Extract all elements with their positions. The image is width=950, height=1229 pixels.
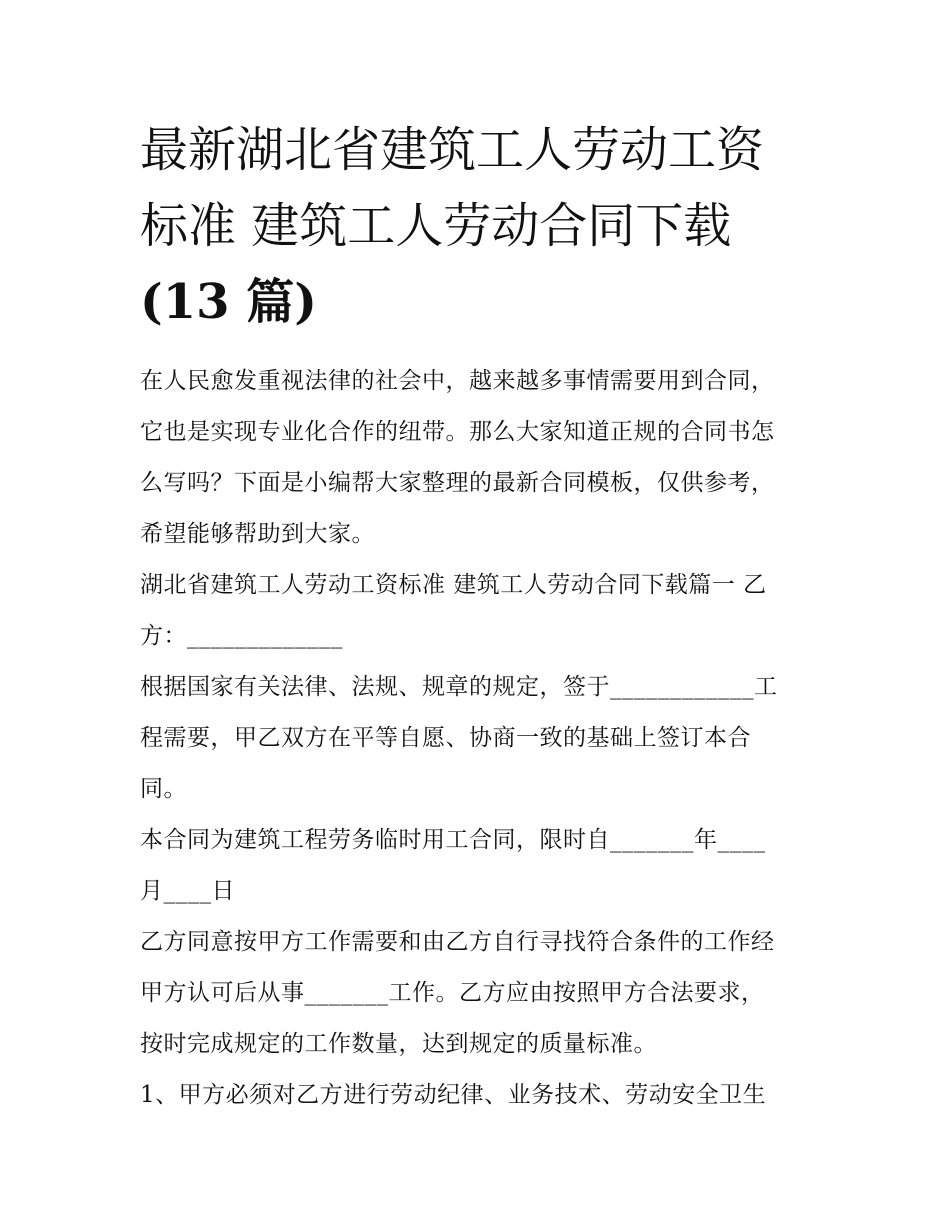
body-line-6: 方：_____________ bbox=[140, 623, 343, 649]
body-line-15: 1、甲方必须对乙方进行劳动纪律、业务技术、劳动安全卫生 bbox=[140, 1082, 767, 1108]
body-line-3: 么写吗？下面是小编帮大家整理的最新合同模板，仅供参考， bbox=[140, 470, 775, 496]
document-title bbox=[140, 112, 820, 340]
body-line-11: 月____日 bbox=[140, 878, 235, 904]
body-line-8: 程需要，甲乙双方在平等自愿、协商一致的基础上签订本合 bbox=[140, 725, 751, 751]
body-line-10: 本合同为建筑工程劳务临时用工合同，限时自_______年____ bbox=[140, 827, 766, 853]
body-line-12: 乙方同意按甲方工作需要和由乙方自行寻找符合条件的工作经 bbox=[140, 929, 775, 955]
title-line-3: (13 篇) bbox=[140, 274, 317, 330]
body-line-1: 在人民愈发重视法律的社会中，越来越多事情需要用到合同， bbox=[140, 368, 775, 394]
document-body bbox=[140, 356, 820, 1121]
title-line-1: 最新湖北省建筑工人劳动工资 bbox=[140, 122, 765, 178]
body-line-7: 根据国家有关法律、法规、规章的规定，签于____________工 bbox=[140, 674, 778, 700]
body-line-2: 它也是实现专业化合作的纽带。那么大家知道正规的合同书怎 bbox=[140, 419, 775, 445]
title-line-2: 标准 建筑工人劳动合同下载 bbox=[140, 198, 732, 254]
document-page bbox=[140, 112, 820, 1121]
body-line-9: 同。 bbox=[140, 776, 187, 802]
body-line-13: 甲方认可后从事_______工作。乙方应由按照甲方合法要求， bbox=[140, 980, 765, 1006]
body-line-5: 湖北省建筑工人劳动工资标准 建筑工人劳动合同下载篇一 乙 bbox=[140, 572, 767, 598]
body-line-4: 希望能够帮助到大家。 bbox=[140, 521, 375, 547]
body-line-14: 按时完成规定的工作数量，达到规定的质量标准。 bbox=[140, 1031, 657, 1057]
